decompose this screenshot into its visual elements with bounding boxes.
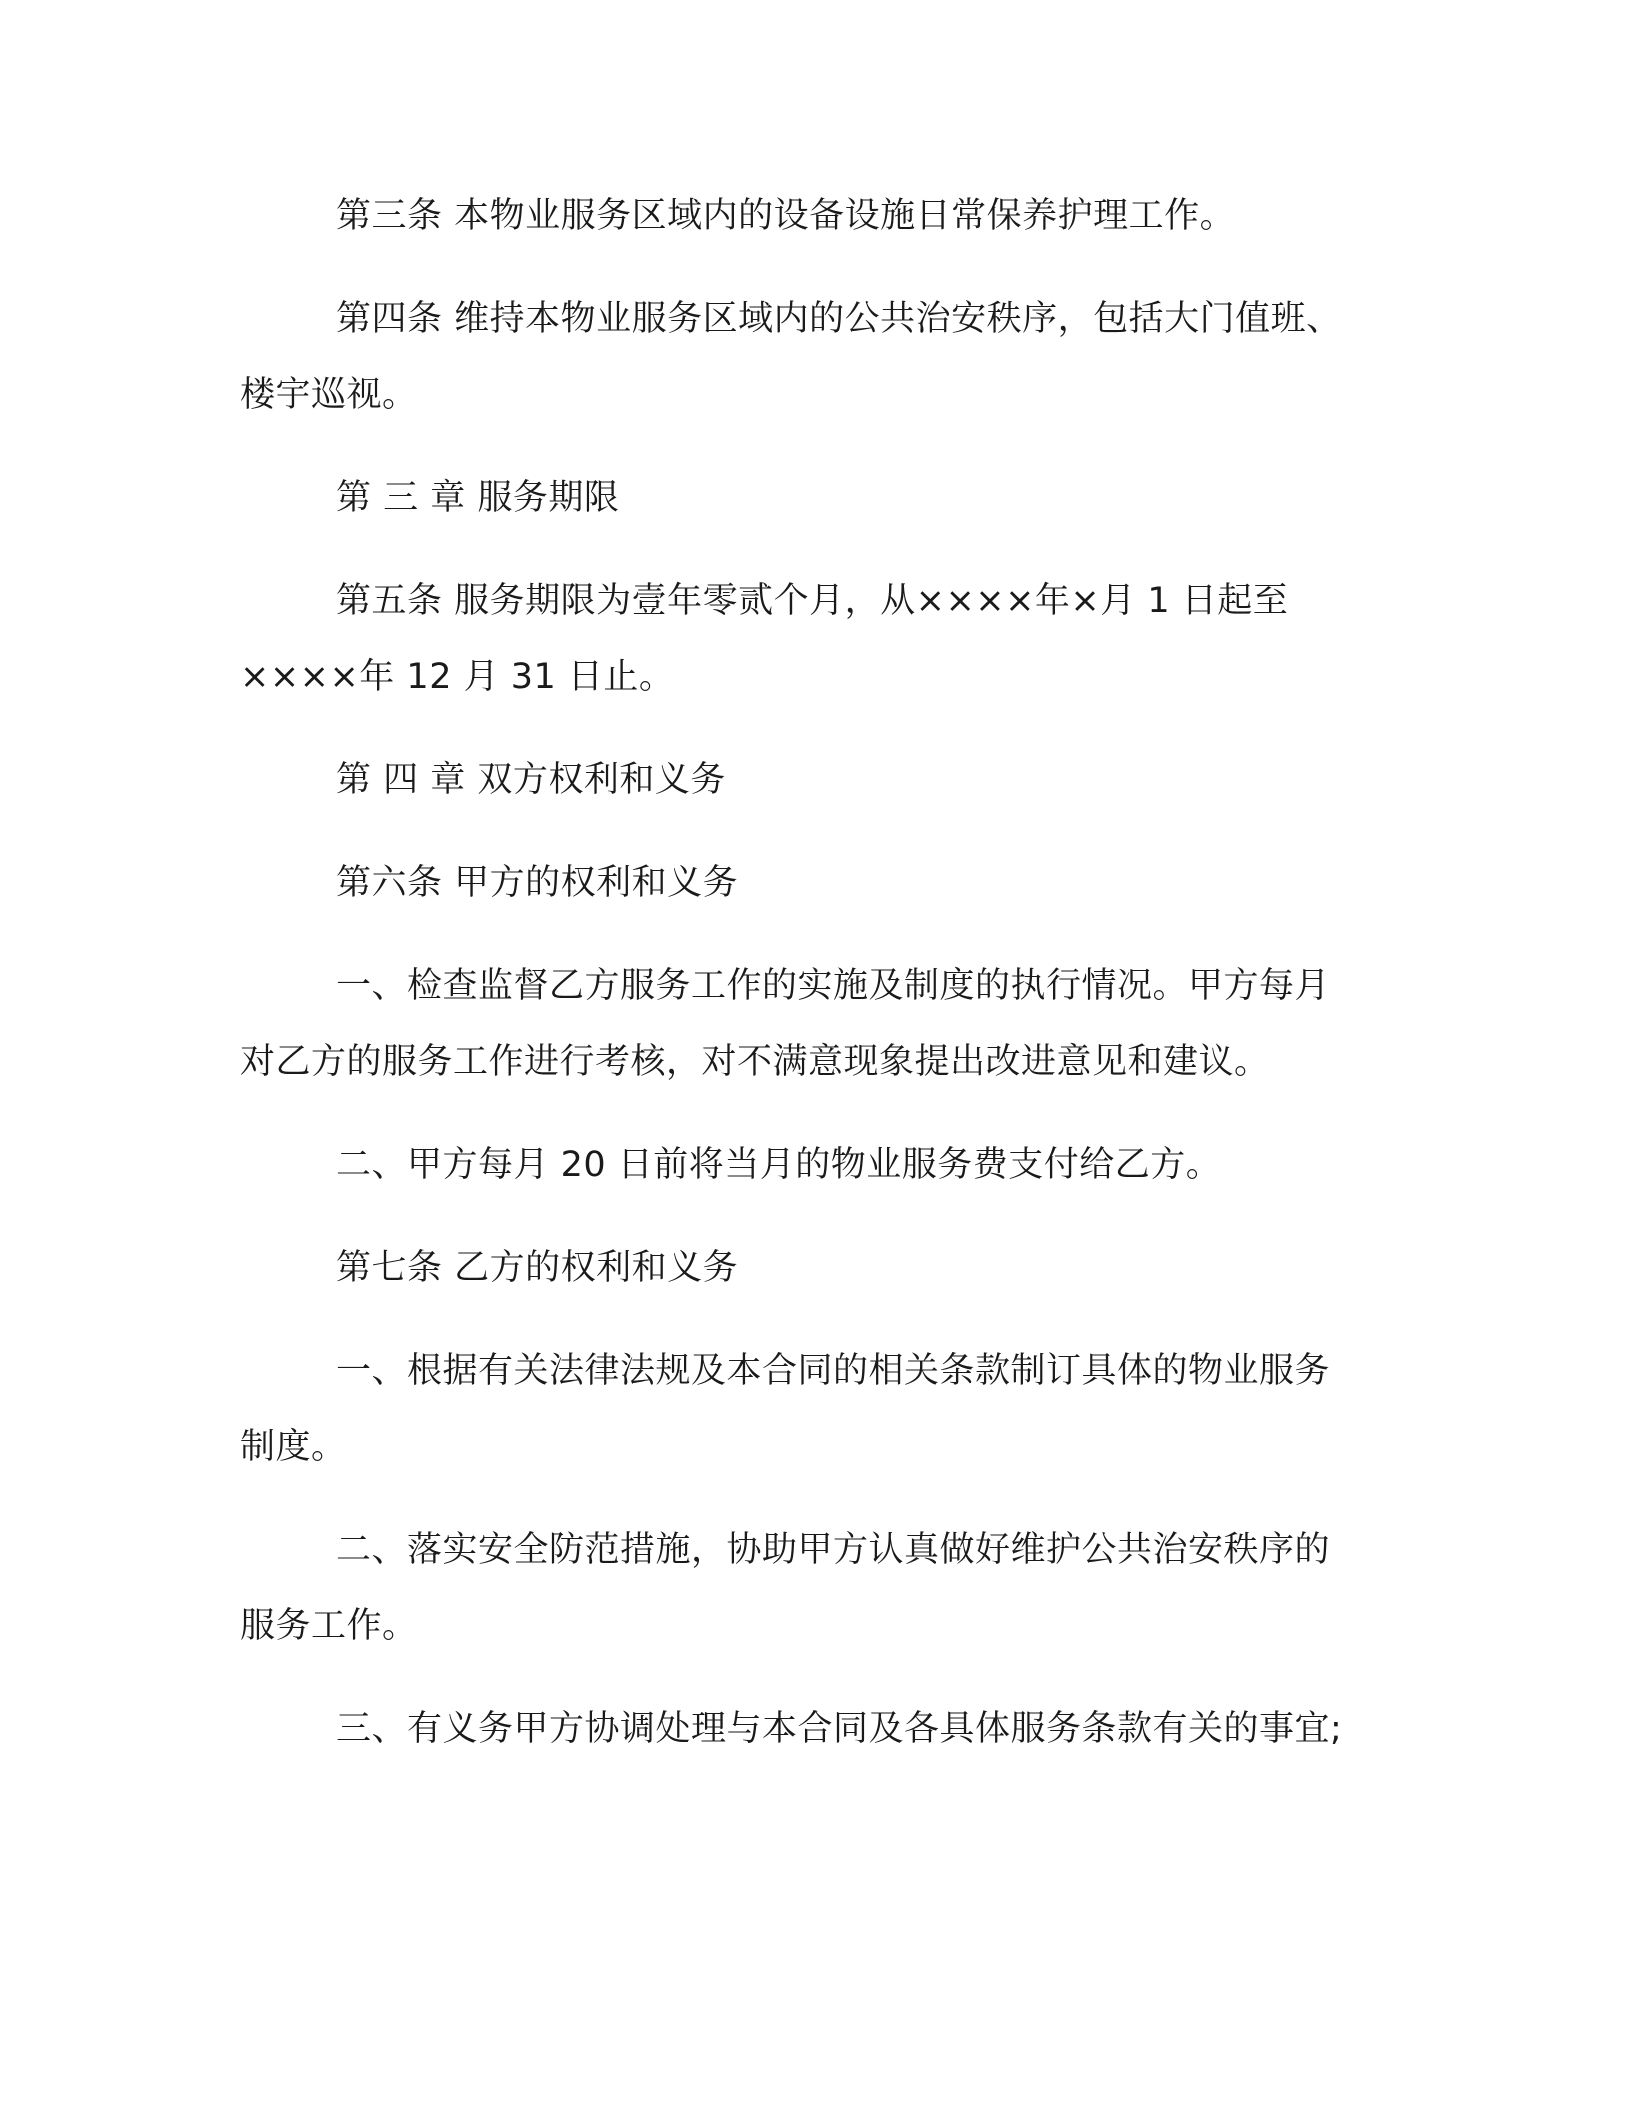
article-6-heading: [240, 845, 1390, 921]
paragraph-line: 服务工作。: [240, 1606, 418, 1646]
paragraph-line: 一、检查监督乙方服务工作的实施及制度的执行情况。甲方每月: [336, 966, 1331, 1006]
paragraph-line: 第三条 本物业服务区域内的设备设施日常保养护理工作。: [336, 196, 1236, 236]
paragraph-line: 第 四 章 双方权利和义务: [336, 760, 726, 800]
paragraph-line: 第六条 甲方的权利和义务: [336, 863, 739, 903]
party-b-item-1: [240, 1333, 1390, 1485]
paragraph-line: 第四条 维持本物业服务区域内的公共治安秩序，包括大门值班、: [336, 299, 1342, 339]
article-3-paragraph: [240, 178, 1390, 254]
party-a-item-1: [240, 948, 1390, 1100]
party-b-item-2: [240, 1512, 1390, 1664]
paragraph-line: 一、根据有关法律法规及本合同的相关条款制订具体的物业服务: [336, 1351, 1331, 1391]
paragraph-line: 制度。: [240, 1427, 347, 1467]
chapter-3-heading: [240, 460, 1390, 536]
paragraph-line: 二、甲方每月 20 日前将当月的物业服务费支付给乙方。: [336, 1145, 1222, 1185]
paragraph-line: 二、落实安全防范措施，协助甲方认真做好维护公共治安秩序的: [336, 1530, 1331, 1570]
party-b-item-3: [240, 1691, 1390, 1767]
article-4-paragraph: [240, 281, 1390, 433]
paragraph-line: 第五条 服务期限为壹年零贰个月，从××××年×月 1 日起至: [336, 581, 1289, 621]
chapter-4-heading: [240, 742, 1390, 818]
paragraph-line: 楼宇巡视。: [240, 375, 418, 415]
paragraph-line: 三、有义务甲方协调处理与本合同及各具体服务条款有关的事宜;: [336, 1709, 1343, 1749]
paragraph-line: 对乙方的服务工作进行考核，对不满意现象提出改进意见和建议。: [240, 1042, 1270, 1082]
article-7-heading: [240, 1230, 1390, 1306]
paragraph-line: 第七条 乙方的权利和义务: [336, 1248, 739, 1288]
article-5-paragraph: [240, 563, 1390, 715]
paragraph-line: ××××年 12 月 31 日止。: [240, 657, 675, 697]
paragraph-line: 第 三 章 服务期限: [336, 478, 620, 518]
party-a-item-2: [240, 1127, 1390, 1203]
